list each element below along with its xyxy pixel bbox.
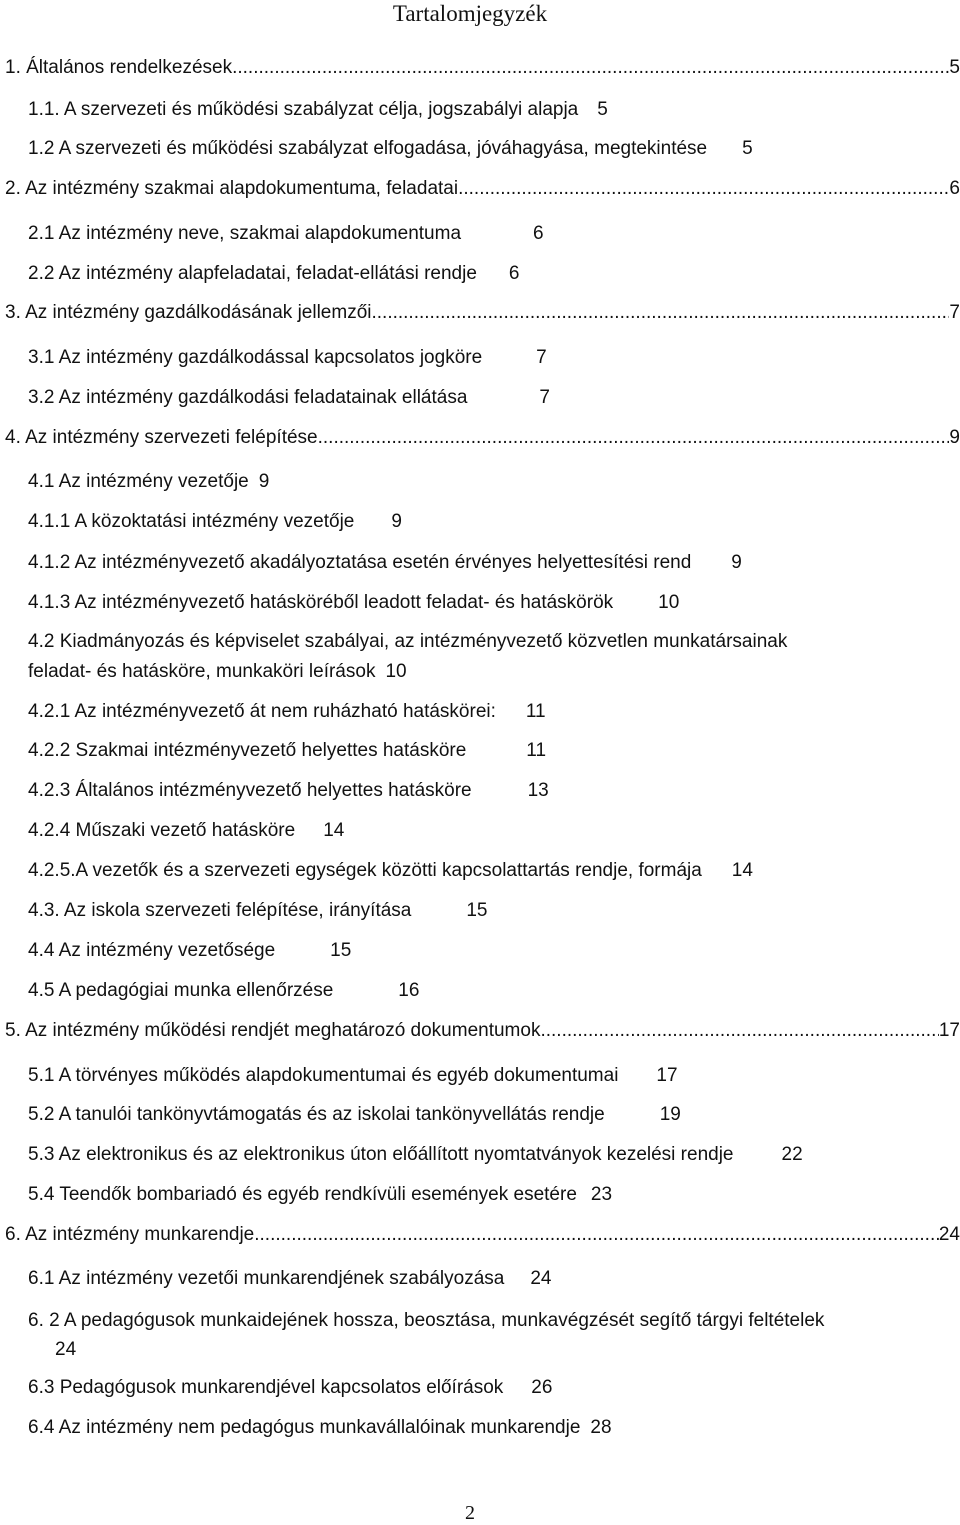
toc-entry-4-2-1[interactable] (28, 699, 546, 725)
toc-entry-page: 24 (55, 1339, 77, 1360)
toc-entry-2-2[interactable] (28, 261, 519, 287)
toc-entry-text: 4. Az intézmény szervezeti felépítése (5, 427, 318, 448)
toc-entry-text: 5.2 A tanulói tankönyvtámogatás és az iskolai tankönyvellátás rendje (28, 1104, 605, 1125)
toc-entry-text: 4.2.4 Műszaki vezető hatásköre (28, 820, 296, 841)
toc-entry-6-3[interactable] (28, 1375, 552, 1401)
toc-entry-text: 2. Az intézmény szakmai alapdokumentuma, feladatai. (5, 178, 464, 199)
toc-entry-4-1-3[interactable] (28, 590, 679, 616)
toc-entry-text: 3. Az intézmény gazdálkodásának jellemzői (5, 302, 372, 323)
toc-entry-4-2-line1[interactable] (28, 629, 787, 655)
dot-leader (540, 1018, 938, 1044)
toc-entry-page: 24 (530, 1268, 552, 1289)
toc-entry-5-2[interactable] (28, 1102, 681, 1128)
toc-entry-page: 15 (330, 940, 352, 961)
toc-entry-5[interactable] (5, 1018, 960, 1044)
toc-entry-page: 9 (731, 552, 742, 573)
toc-entry-4-2-3[interactable] (28, 778, 549, 804)
toc-entry-text: 4.1 Az intézmény vezetője (28, 471, 249, 492)
toc-entry-4-1[interactable] (28, 469, 269, 495)
toc-entry-text: 4.5 A pedagógiai munka ellenőrzése (28, 980, 334, 1001)
toc-entry-4-5[interactable] (28, 978, 419, 1004)
toc-entry-text: 4.1.1 A közoktatási intézmény vezetője (28, 511, 355, 532)
toc-entry-text: 1.1. A szervezeti és működési szabályzat célja, jogszabályi alapja (28, 99, 579, 120)
toc-entry-4-2-5[interactable] (28, 858, 753, 884)
toc-entry-page: 15 (466, 900, 488, 921)
toc-entry-3[interactable] (5, 300, 960, 326)
toc-entry-text: 4.3. Az iskola szervezeti felépítése, irányítása (28, 900, 412, 921)
toc-entry-1-2[interactable] (28, 136, 753, 162)
toc-entry-4-1-1[interactable] (28, 509, 402, 535)
toc-entry-page: 24 (938, 1224, 960, 1245)
toc-entry-page: 7 (949, 302, 960, 323)
toc-entry-1-1[interactable] (28, 97, 608, 123)
toc-entry-page: 17 (656, 1065, 678, 1086)
toc-entry-page: 10 (385, 661, 407, 682)
toc-entry-text: 4.2 Kiadmányozás és képviselet szabályai, az intézményvezető közvetlen munkatársainak (28, 631, 788, 652)
toc-entry-text: 5.3 Az elektronikus és az elektronikus úton előállított nyomtatványok kezelési rendje (28, 1144, 734, 1165)
dot-leader (463, 176, 949, 202)
toc-entry-text: 4.1.2 Az intézményvezető akadályoztatása esetén érvényes helyettesítési rend (28, 552, 692, 573)
toc-entry-text: 5. Az intézmény működési rendjét meghatározó dokumentumok (5, 1020, 541, 1041)
toc-entry-6-1[interactable] (28, 1266, 551, 1292)
toc-entry-text: 4.2.5.A vezetők és a szervezeti egységek közötti kapcsolattartás rendje, formája (28, 860, 702, 881)
toc-entry-text: 6.4 Az intézmény nem pedagógus munkavállalóinak munkarendje (28, 1417, 581, 1438)
toc-entry-page: 23 (590, 1184, 613, 1205)
toc-entry-page: 9 (949, 427, 960, 448)
dot-leader (371, 300, 949, 326)
toc-entry-page: 10 (658, 592, 680, 613)
toc-entry-4-2-line2[interactable] (28, 659, 407, 685)
toc-entry-text: 4.2.1 Az intézményvezető át nem ruházható hatáskörei: (28, 701, 496, 722)
toc-entry-page: 16 (398, 980, 420, 1001)
toc-entry-text: 3.1 Az intézmény gazdálkodással kapcsolatos jogköre (28, 347, 483, 368)
toc-entry-page: 9 (391, 511, 402, 532)
toc-entry-5-3[interactable] (28, 1142, 803, 1168)
dot-leader (318, 425, 950, 451)
toc-entry-text: 6. Az intézmény munkarendje (5, 1224, 255, 1245)
toc-entry-text: 1. Általános rendelkezések. (5, 57, 238, 78)
toc-entry-page: 13 (527, 780, 549, 801)
toc-entry-page: 7 (536, 347, 547, 368)
toc-entry-text: 3.2 Az intézmény gazdálkodási feladatainak ellátása (28, 387, 468, 408)
toc-entry-text: 4.2.2 Szakmai intézményvezető helyettes hatásköre (28, 740, 467, 761)
toc-entry-4-4[interactable] (28, 938, 351, 964)
toc-entry-page: 7 (539, 387, 550, 408)
toc-entry-page: 6 (533, 223, 544, 244)
toc-entry-page: 5 (742, 138, 753, 159)
toc-entry-text: 2.1 Az intézmény neve, szakmai alapdokumentuma (28, 223, 462, 244)
toc-entry-text-continued: feladat- és hatásköre, munkaköri leírások (28, 661, 376, 682)
toc-title: Tartalomjegyzék (392, 1, 548, 26)
toc-entry-text: 5.1 A törvényes működés alapdokumentumai és egyéb dokumentumai (28, 1065, 619, 1086)
toc-entry-page: 11 (526, 740, 547, 761)
toc-entry-6[interactable] (5, 1222, 960, 1248)
toc-entry-text: 6. 2 A pedagógusok munkaidejének hossza, beosztása, munkavégzését segítő tárgyi feltételek (28, 1310, 825, 1331)
toc-entry-text: 6.3 Pedagógusok munkarendjével kapcsolatos előírások (28, 1377, 504, 1398)
toc-entry-page: 28 (590, 1417, 612, 1438)
toc-entry-2[interactable] (5, 176, 960, 202)
toc-entry-page: 26 (531, 1377, 553, 1398)
toc-entry-3-2[interactable] (28, 385, 550, 411)
toc-entry-4-2-2[interactable] (28, 738, 546, 764)
page-number: 2 (465, 1502, 475, 1524)
toc-entry-5-1[interactable] (28, 1063, 678, 1089)
toc-entry-text: 6.1 Az intézmény vezetői munkarendjének szabályozása (28, 1268, 505, 1289)
toc-entry-page: 14 (323, 820, 345, 841)
dot-leader (254, 1222, 939, 1248)
toc-entry-page: 9 (258, 471, 270, 492)
toc-entry-1[interactable] (5, 55, 960, 81)
toc-entry-text: 4.1.3 Az intézményvezető hatásköréből leadott feladat- és hatáskörök (28, 592, 614, 613)
toc-entry-6-2[interactable] (28, 1306, 938, 1364)
toc-entry-page: 6 (949, 178, 960, 199)
dot-leader (237, 55, 949, 81)
toc-entry-2-1[interactable] (28, 221, 544, 247)
toc-entry-page: 11 (525, 701, 546, 722)
toc-entry-page: 5 (597, 99, 608, 120)
toc-entry-text: 4.4 Az intézmény vezetősége (28, 940, 276, 961)
toc-entry-text: 2.2 Az intézmény alapfeladatai, feladat-ellátási rendje (28, 263, 477, 284)
toc-entry-text: 4.2.3 Általános intézményvezető helyettes hatásköre (28, 780, 472, 801)
toc-entry-3-1[interactable] (28, 345, 547, 371)
toc-entry-page: 22 (781, 1144, 803, 1165)
toc-entry-text: 1.2 A szervezeti és működési szabályzat elfogadása, jóváhagyása, megtekintése (28, 138, 708, 159)
toc-entry-page: 5 (949, 57, 960, 78)
toc-entry-page: 19 (659, 1104, 681, 1125)
toc-entry-text: 5.4 Teendők bombariadó és egyéb rendkívüli események esetére (28, 1184, 577, 1205)
toc-entry-page: 6 (508, 263, 520, 284)
toc-entry-5-4[interactable] (28, 1182, 612, 1208)
toc-entry-6-4[interactable] (28, 1415, 612, 1441)
toc-entry-4-3[interactable] (28, 898, 488, 924)
toc-entry-page: 17 (938, 1020, 960, 1041)
toc-entry-4[interactable] (5, 425, 960, 451)
toc-entry-4-1-2[interactable] (28, 550, 742, 576)
toc-entry-4-2-4[interactable] (28, 818, 344, 844)
toc-entry-page: 14 (731, 860, 753, 881)
